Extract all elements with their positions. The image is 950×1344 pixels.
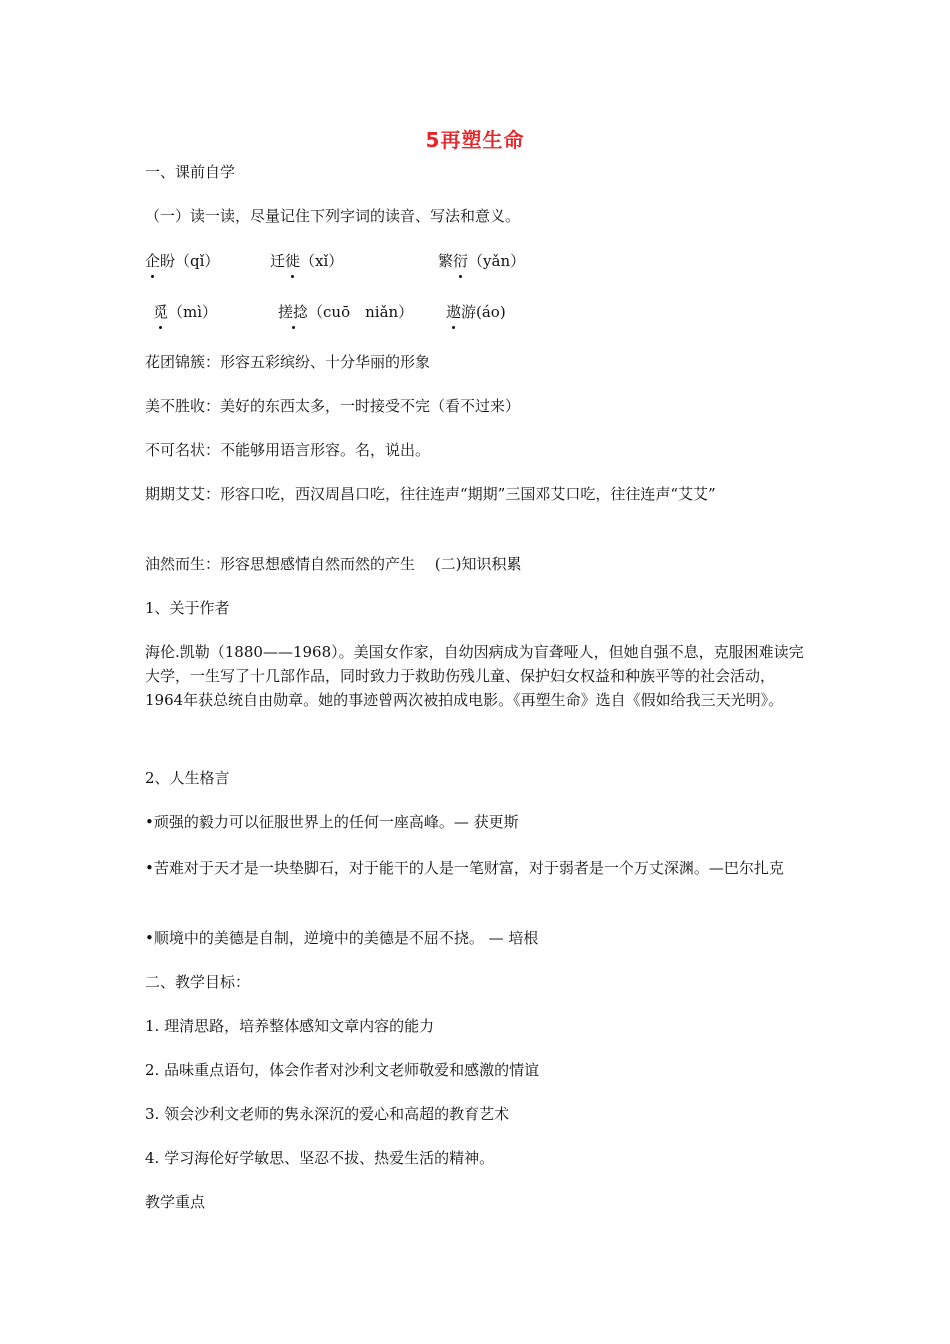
vocab-item: 遨游(áo) — [446, 300, 506, 324]
goal-item: 1. 理清思路，培养整体感知文章内容的能力 — [145, 1017, 435, 1035]
about-author-text: 海伦.凯勒（1880——1968）。美国女作家，自幼因病成为盲聋哑人，但她自强不息，克服困难读完大学，一生写了十几部作品，同时致力于救助伤残儿童、保护妇女权益和种族平等的社会活动，1964年获总统自由勋章。她的事迹曾两次被拍成电影。《再塑生命》选自《假如给我三天光明》。 — [145, 643, 804, 709]
dotted-char: 徙 — [285, 249, 300, 273]
definition: 美不胜收：美好的东西太多，一时接受不完（看不过来） — [145, 397, 521, 415]
section-heading-goals: 二、教学目标： — [145, 973, 251, 991]
motto-item: •顺境中的美德是自制，逆境中的美德是不屈不挠。 — 培根 — [145, 929, 539, 947]
vocab-item: 觅（mì） — [153, 300, 217, 324]
dotted-char: 搓捻 — [278, 300, 308, 324]
motto-heading: 2、人生格言 — [145, 769, 230, 787]
about-author-heading: 1、关于作者 — [145, 599, 230, 617]
teaching-focus-heading: 教学重点 — [145, 1193, 206, 1211]
vocab-item: 迁徙（xǐ） — [270, 249, 343, 273]
dotted-char: 衍 — [453, 249, 468, 273]
definition: 花团锦簇：形容五彩缤纷、十分华丽的形象 — [145, 353, 431, 371]
vocab-item: 企盼（qǐ） — [145, 249, 219, 273]
vocab-item: 搓捻（cuō niǎn） — [278, 300, 413, 324]
vocab-instruction: （一）读一读，尽量记住下列字词的读音、写法和意义。 — [145, 207, 521, 225]
page-title: 5再塑生命 — [425, 128, 525, 152]
vocab-item: 繁衍（yǎn） — [438, 249, 525, 273]
motto-item: •苦难对于天才是一块垫脚石，对于能干的人是一笔财富，对于弱者是一个万丈深渊。—巴尔扎克 — [145, 859, 784, 877]
dotted-char: 企 — [145, 249, 160, 273]
definition: 油然而生：形容思想感情自然而然的产生 (二)知识积累 — [145, 555, 522, 573]
goal-item: 3. 领会沙利文老师的隽永深沉的爱心和高超的教育艺术 — [145, 1105, 510, 1123]
dotted-char: 遨 — [446, 300, 461, 324]
definition: 期期艾艾：形容口吃，西汉周昌口吃，往往连声“期期”三国邓艾口吃，往往连声“艾艾” — [145, 485, 716, 503]
dotted-char: 觅 — [153, 300, 168, 324]
section-heading-self-study: 一、课前自学 — [145, 163, 236, 181]
goal-item: 4. 学习海伦好学敏思、坚忍不拔、热爱生活的精神。 — [145, 1149, 495, 1167]
goal-item: 2. 品味重点语句，体会作者对沙利文老师敬爱和感激的情谊 — [145, 1061, 540, 1079]
motto-item: •顽强的毅力可以征服世界上的任何一座高峰。— 获更斯 — [145, 813, 519, 831]
definition: 不可名状：不能够用语言形容。名，说出。 — [145, 441, 431, 459]
